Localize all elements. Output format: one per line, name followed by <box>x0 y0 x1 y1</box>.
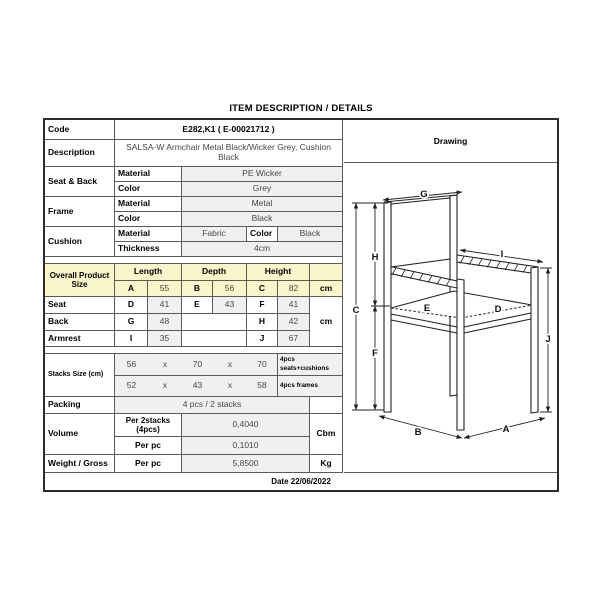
cushion-thickness-value: 4cm <box>182 242 343 257</box>
seat-back-material-value: PE Wicker <box>182 167 343 182</box>
frame-material-label: Material <box>115 197 182 212</box>
overall-unit: cm <box>310 281 343 297</box>
length-header: Length <box>115 264 182 281</box>
frame-color-label: Color <box>115 212 182 227</box>
details-table <box>45 120 344 473</box>
drawing-panel-header: Drawing <box>344 120 557 163</box>
dim-g-value: 48 <box>148 314 182 331</box>
cushion-material-label: Material <box>115 227 182 242</box>
seat-row-label: Seat <box>45 297 115 314</box>
dim-h-letter: H <box>247 314 278 331</box>
stacks-size-label: Stacks Size (cm) <box>45 354 115 397</box>
section-spacer <box>45 347 343 354</box>
description-value: SALSA-W Armchair Metal Black/Wicker Grey, Cushion Black <box>115 140 343 167</box>
stack1-note <box>278 354 343 376</box>
dim-i-letter: I <box>115 331 148 347</box>
seat-back-color-label: Color <box>115 182 182 197</box>
stack1-note-line2: seats+cushions <box>280 364 329 372</box>
stack1-note-line1: 4pcs <box>280 356 295 364</box>
dim-label-f: F <box>372 348 378 359</box>
cushion-material-value: Fabric <box>182 227 247 242</box>
back-row-label: Back <box>45 314 115 331</box>
volume-per-pc-value: 0,1010 <box>182 437 310 455</box>
volume-per-stacks-line1: Per 2stacks <box>125 415 171 425</box>
volume-per-stacks-label <box>115 414 182 437</box>
chair-back-left-post <box>384 202 391 412</box>
frame-material-value: Metal <box>182 197 343 212</box>
cushion-label: Cushion <box>45 227 115 257</box>
stack1-dim2: 70 <box>182 354 213 376</box>
armrest-row-label: Armrest <box>45 331 115 347</box>
volume-per-stacks-line2: (4pcs) <box>136 425 160 434</box>
depth-header: Depth <box>182 264 247 281</box>
stack2-x1: x <box>148 376 182 397</box>
dim-label-b: B <box>414 427 422 438</box>
stack1-dim1: 56 <box>115 354 148 376</box>
dim-j-letter: J <box>247 331 278 347</box>
dim-e-letter: E <box>182 297 213 314</box>
packing-label: Packing <box>45 397 115 414</box>
dim-b-letter: B <box>182 281 213 297</box>
stack2-dim1: 52 <box>115 376 148 397</box>
dim-label-j: J <box>545 334 551 345</box>
dim-h-value: 42 <box>278 314 310 331</box>
packing-empty <box>310 397 343 414</box>
seat-back-label: Seat & Back <box>45 167 115 197</box>
frame-label: Frame <box>45 197 115 227</box>
dim-j-value: 67 <box>278 331 310 347</box>
stack1-dim3: 70 <box>247 354 278 376</box>
chair-front-left-leg <box>457 279 464 430</box>
dim-label-h: H <box>371 252 379 263</box>
dim-a-letter: A <box>115 281 148 297</box>
back-depth-empty <box>182 314 247 331</box>
dim-label-i: I <box>500 249 504 260</box>
dim-e-value: 43 <box>213 297 247 314</box>
height-header: Height <box>247 264 310 281</box>
chair-backrest-panel <box>391 198 450 267</box>
stack2-dim3: 58 <box>247 376 278 397</box>
stack1-x2: x <box>213 354 247 376</box>
dim-i-value: 35 <box>148 331 182 347</box>
dim-d-value: 41 <box>148 297 182 314</box>
stack2-x2: x <box>213 376 247 397</box>
armrest-depth-empty <box>182 331 247 347</box>
weight-unit: Kg <box>310 455 343 473</box>
page-title: ITEM DESCRIPTION / DETAILS <box>229 103 373 114</box>
weight-label: Weight / Gross <box>45 455 115 473</box>
packing-value: 4 pcs / 2 stacks <box>115 397 310 414</box>
weight-value: 5,8500 <box>182 455 310 473</box>
size-header-empty <box>310 264 343 281</box>
code-value: E282,K1 ( E-00021712 ) <box>115 120 343 140</box>
volume-per-pc-label: Per pc <box>115 437 182 455</box>
dim-label-a: A <box>502 424 510 435</box>
description-label: Description <box>45 140 115 167</box>
stack1-x1: x <box>148 354 182 376</box>
code-label: Code <box>45 120 115 140</box>
cushion-thickness-label: Thickness <box>115 242 182 257</box>
dim-label-e: E <box>423 303 431 314</box>
dim-label-g: G <box>420 189 428 200</box>
dim-f-letter: F <box>247 297 278 314</box>
stack2-note: 4pcs frames <box>278 376 343 397</box>
dim-g-letter: G <box>115 314 148 331</box>
spec-sheet-frame <box>43 118 559 492</box>
dim-c-letter: C <box>247 281 278 297</box>
cushion-color-label: Color <box>247 227 278 242</box>
volume-label: Volume <box>45 414 115 455</box>
seat-back-color-value: Grey <box>182 182 343 197</box>
seat-back-material-label: Material <box>115 167 182 182</box>
drawing-panel <box>344 120 557 473</box>
dim-f-value: 41 <box>278 297 310 314</box>
size-unit-merged: cm <box>310 297 343 347</box>
date-row: Date 22/06/2022 <box>271 477 331 486</box>
stack2-dim2: 43 <box>182 376 213 397</box>
volume-per-stacks-value: 0,4040 <box>182 414 310 437</box>
dim-label-c: C <box>352 305 360 316</box>
dim-a-value: 55 <box>148 281 182 297</box>
frame-color-value: Black <box>182 212 343 227</box>
cushion-color-value: Black <box>278 227 343 242</box>
overall-size-label: Overall Product Size <box>45 264 115 297</box>
dim-d-letter: D <box>115 297 148 314</box>
section-spacer <box>45 257 343 264</box>
weight-per-pc-label: Per pc <box>115 455 182 473</box>
volume-unit: Cbm <box>310 414 343 455</box>
dim-label-d: D <box>494 304 502 315</box>
dim-b-value: 56 <box>213 281 247 297</box>
chair-drawing <box>344 164 557 473</box>
chair-front-right-leg <box>531 267 538 413</box>
dim-c-value: 82 <box>278 281 310 297</box>
